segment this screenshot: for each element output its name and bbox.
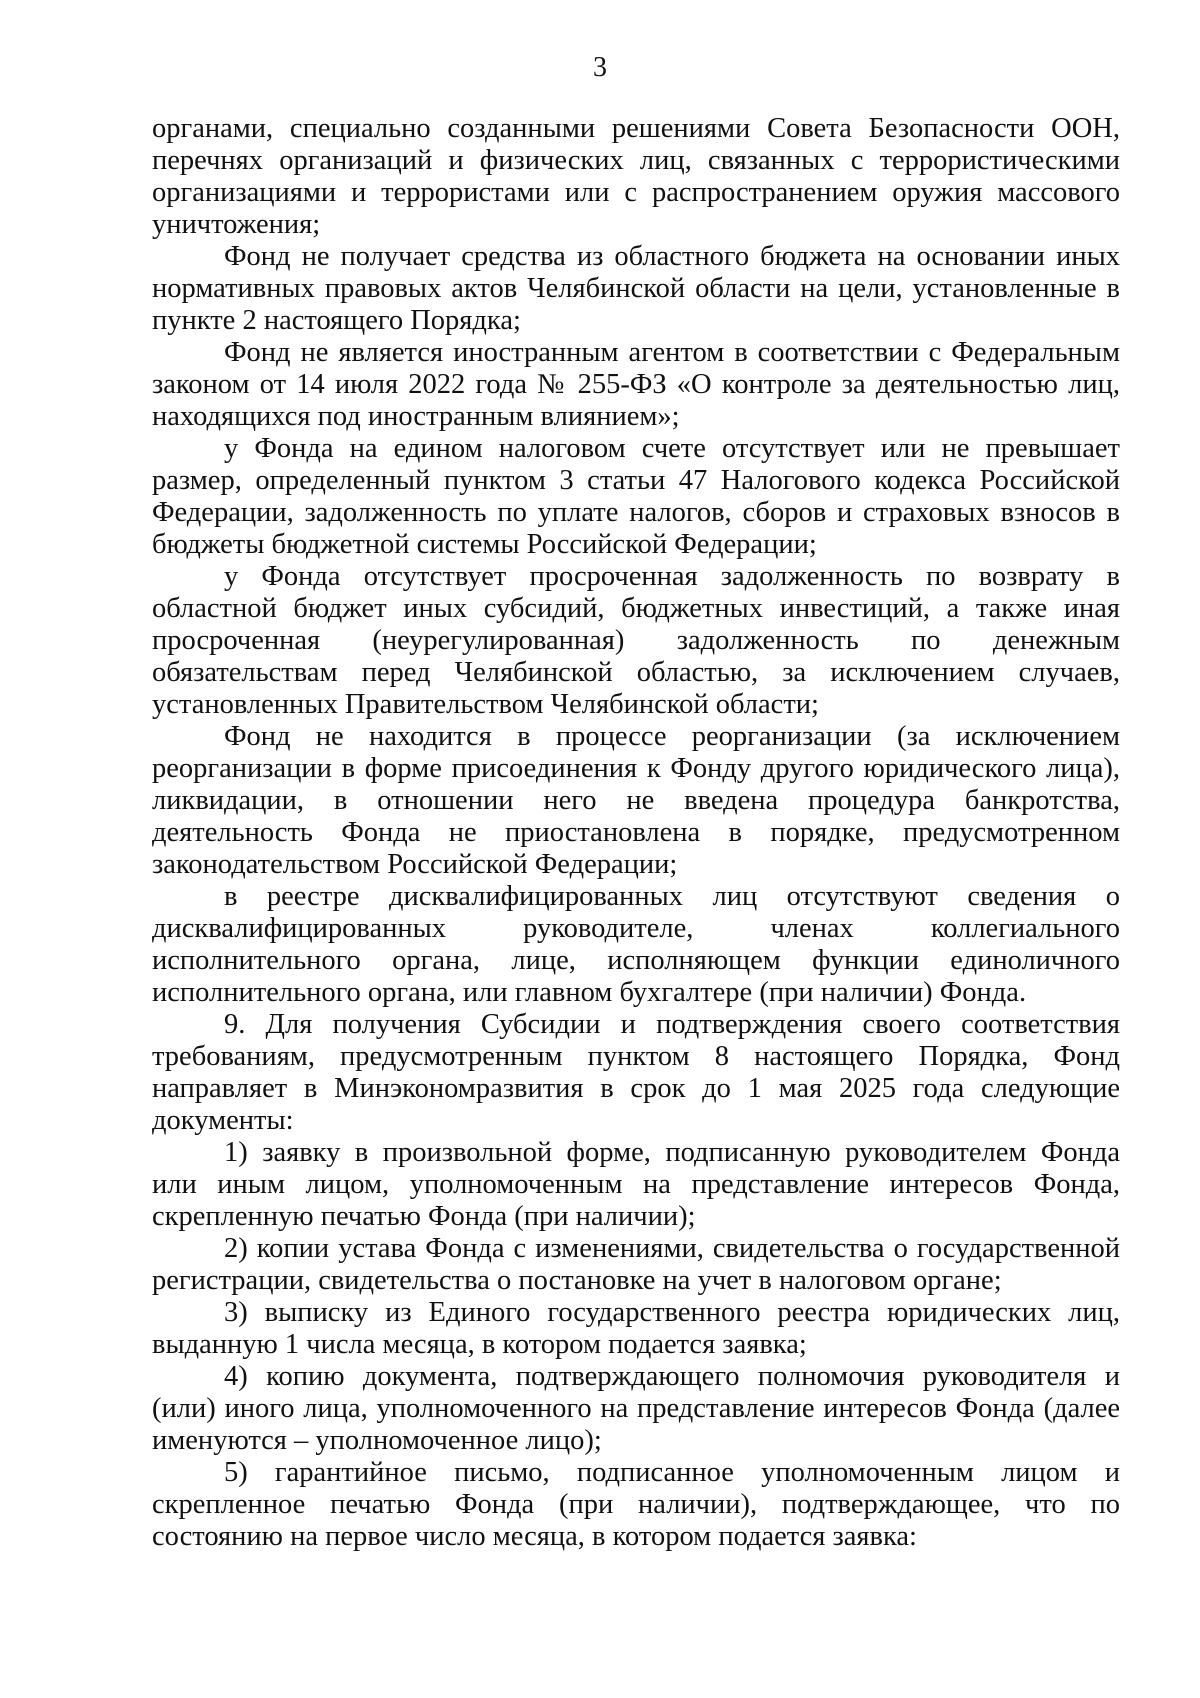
list-item-application: 1) заявку в произвольной форме, подписанную руководителем Фонда или иным лицом, уполномоченным на представление интересов Фонда, скрепленную печатью Фонда (при наличии); [152, 1137, 1120, 1232]
paragraph-disqualified-persons: в реестре дисквалифицированных лиц отсутствуют сведения о дисквалифицированных руководителе, членах коллегиального исполнительного органа, лице, исполняющем функции единоличного исполнительного органа, или главном бухгалтере (при наличии) Фонда. [152, 881, 1120, 1008]
list-item-authority-document: 4) копию документа, подтверждающего полномочия руководителя и (или) иного лица, уполномоченного на представление интересов Фонда (далее именуются – уполномоченное лицо); [152, 1361, 1120, 1456]
list-item-guarantee-letter: 5) гарантийное письмо, подписанное уполномоченным лицом и скрепленное печатью Фонда (при наличии), подтверждающее, что по состоянию на первое число месяца, в котором подается заявка: [152, 1457, 1120, 1552]
paragraph-section-9: 9. Для получения Субсидии и подтверждения своего соответствия требованиям, предусмотренным пунктом 8 настоящего Порядка, Фонд направляет в Минэкономразвития в срок до 1 мая 2025 года следующие документы: [152, 1009, 1120, 1136]
paragraph-overdue-debt: у Фонда отсутствует просроченная задолженность по возврату в областной бюджет иных субсидий, бюджетных инвестиций, а также иная просроченная (неурегулированная) задолженность по денежным обязательствам перед Челябинской областью, за исключением случаев, установленных Правительством Челябинской области; [152, 561, 1120, 720]
paragraph-sanctions-lists: органами, специально созданными решениями Совета Безопасности ООН, перечнях организаций и физических лиц, связанных с террористическими организациями и террористами или с распространением оружия массового уничтожения; [152, 113, 1120, 240]
document-body [152, 113, 1120, 1553]
paragraph-not-foreign-agent: Фонд не является иностранным агентом в соответствии с Федеральным законом от 14 июля 2022 года № 255-ФЗ «О контроле за деятельностью лиц, находящихся под иностранным влиянием»; [152, 337, 1120, 432]
paragraph-no-other-budget-funds: Фонд не получает средства из областного бюджета на основании иных нормативных правовых актов Челябинской области на цели, установленные в пункте 2 настоящего Порядка; [152, 241, 1120, 336]
list-item-register-extract: 3) выписку из Единого государственного реестра юридических лиц, выданную 1 числа месяца, в котором подается заявка; [152, 1297, 1120, 1360]
paragraph-tax-debt: у Фонда на едином налоговом счете отсутствует или не превышает размер, определенный пунктом 3 статьи 47 Налогового кодекса Российской Федерации, задолженность по уплате налогов, сборов и страховых взносов в бюджеты бюджетной системы Российской Федерации; [152, 433, 1120, 560]
page-number: 3 [593, 52, 607, 83]
paragraph-no-reorganization: Фонд не находится в процессе реорганизации (за исключением реорганизации в форме присоединения к Фонду другого юридического лица), ликвидации, в отношении него не введена процедура банкротства, деятельность Фонда не приостановлена в порядке, предусмотренном законодательством Российской Федерации; [152, 721, 1120, 880]
list-item-charter-copies: 2) копии устава Фонда с изменениями, свидетельства о государственной регистрации, свидетельства о постановке на учет в налоговом органе; [152, 1233, 1120, 1296]
